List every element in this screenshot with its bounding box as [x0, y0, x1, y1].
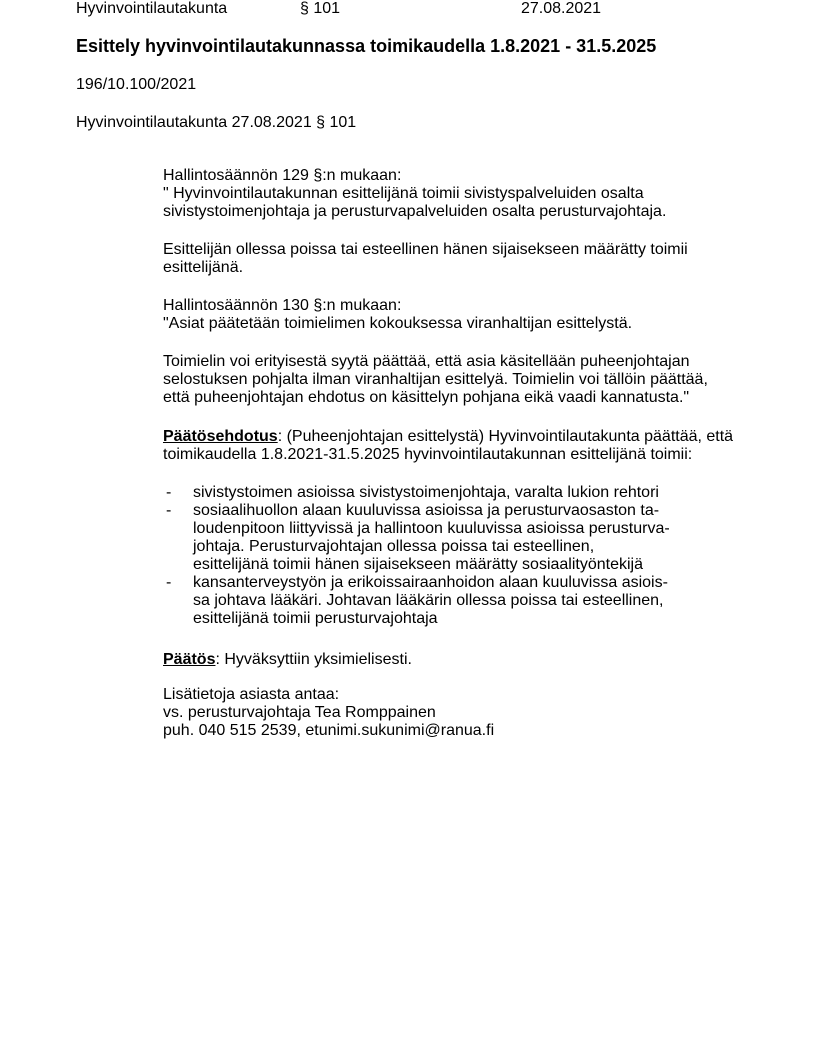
header-date: 27.08.2021 [521, 0, 602, 17]
list-item: sa johtava lääkäri. Johtavan lääkärin ollessa poissa tai esteellinen, [193, 592, 664, 609]
decision-line [163, 651, 412, 669]
decision-text: : Hyväksyttiin yksimielisesti. [215, 651, 412, 668]
list-item: esittelijänä toimii perusturvajohtaja [193, 610, 438, 627]
list-item: loudenpitoon liittyvissä ja hallintoon kuuluvissa asioissa perusturva- [193, 520, 670, 537]
list-bullet: - [166, 502, 172, 519]
document-title: Esittely hyvinvointilautakunnassa toimikaudella 1.8.2021 - 31.5.2025 [76, 36, 657, 56]
list-bullet: - [166, 574, 172, 591]
list-bullet: - [166, 484, 172, 501]
contact-line: puh. 040 515 2539, etunimi.sukunimi@ranua.fi [163, 722, 495, 739]
list-item: sivistystoimen asioissa sivistystoimenjohtaja, varalta lukion rehtori [193, 484, 659, 501]
decision-label: Päätös [163, 651, 216, 668]
contact-line: vs. perusturvajohtaja Tea Romppainen [163, 704, 436, 721]
body-line: Esittelijän ollessa poissa tai esteellinen hänen sijaisekseen määrätty toimii [163, 241, 688, 258]
list-item: johtaja. Perusturvajohtajan ollessa poissa tai esteellinen, [193, 538, 595, 555]
body-line: Hallintosäännön 129 §:n mukaan: [163, 167, 402, 184]
proposal-text: : (Puheenjohtajan esittelystä) Hyvinvointilautakunta päättää, että [277, 428, 734, 445]
body-line: Hallintosäännön 130 §:n mukaan: [163, 297, 402, 314]
body-line: sivistystoimenjohtaja ja perusturvapalveluiden osalta perusturvajohtaja. [163, 203, 667, 220]
body-line: selostuksen pohjalta ilman viranhaltijan esittelyä. Toimielin voi tällöin päättää, [163, 371, 708, 388]
body-line: "Asiat päätetään toimielimen kokouksessa viranhaltijan esittelystä. [163, 315, 633, 332]
list-item: kansanterveystyön ja erikoissairaanhoidon alaan kuuluvissa asiois- [193, 574, 668, 591]
body-line: Toimielin voi erityisestä syytä päättää, että asia käsitellään puheenjohtajan [163, 353, 690, 370]
record-number: 196/10.100/2021 [76, 76, 197, 93]
body-line: " Hyvinvointilautakunnan esittelijänä toimii sivistyspalveluiden osalta [163, 185, 644, 202]
header-section: § 101 [300, 0, 341, 17]
meeting-reference: Hyvinvointilautakunta 27.08.2021 § 101 [76, 114, 357, 131]
list-item: esittelijänä toimii hänen sijaisekseen määrätty sosiaalityöntekijä [193, 556, 644, 573]
body-line: että puheenjohtajan ehdotus on käsittelyn pohjana eikä vaadi kannatusta." [163, 389, 690, 406]
list-item: sosiaalihuollon alaan kuuluvissa asioissa ja perusturvaosaston ta- [193, 502, 660, 519]
contact-line: Lisätietoja asiasta antaa: [163, 686, 340, 703]
body-line: esittelijänä. [163, 259, 244, 276]
proposal-line [163, 428, 733, 446]
header-committee: Hyvinvointilautakunta [76, 0, 228, 17]
proposal-line: toimikaudella 1.8.2021-31.5.2025 hyvinvointilautakunnan esittelijänä toimii: [163, 446, 693, 463]
proposal-label: Päätösehdotus [163, 428, 278, 445]
